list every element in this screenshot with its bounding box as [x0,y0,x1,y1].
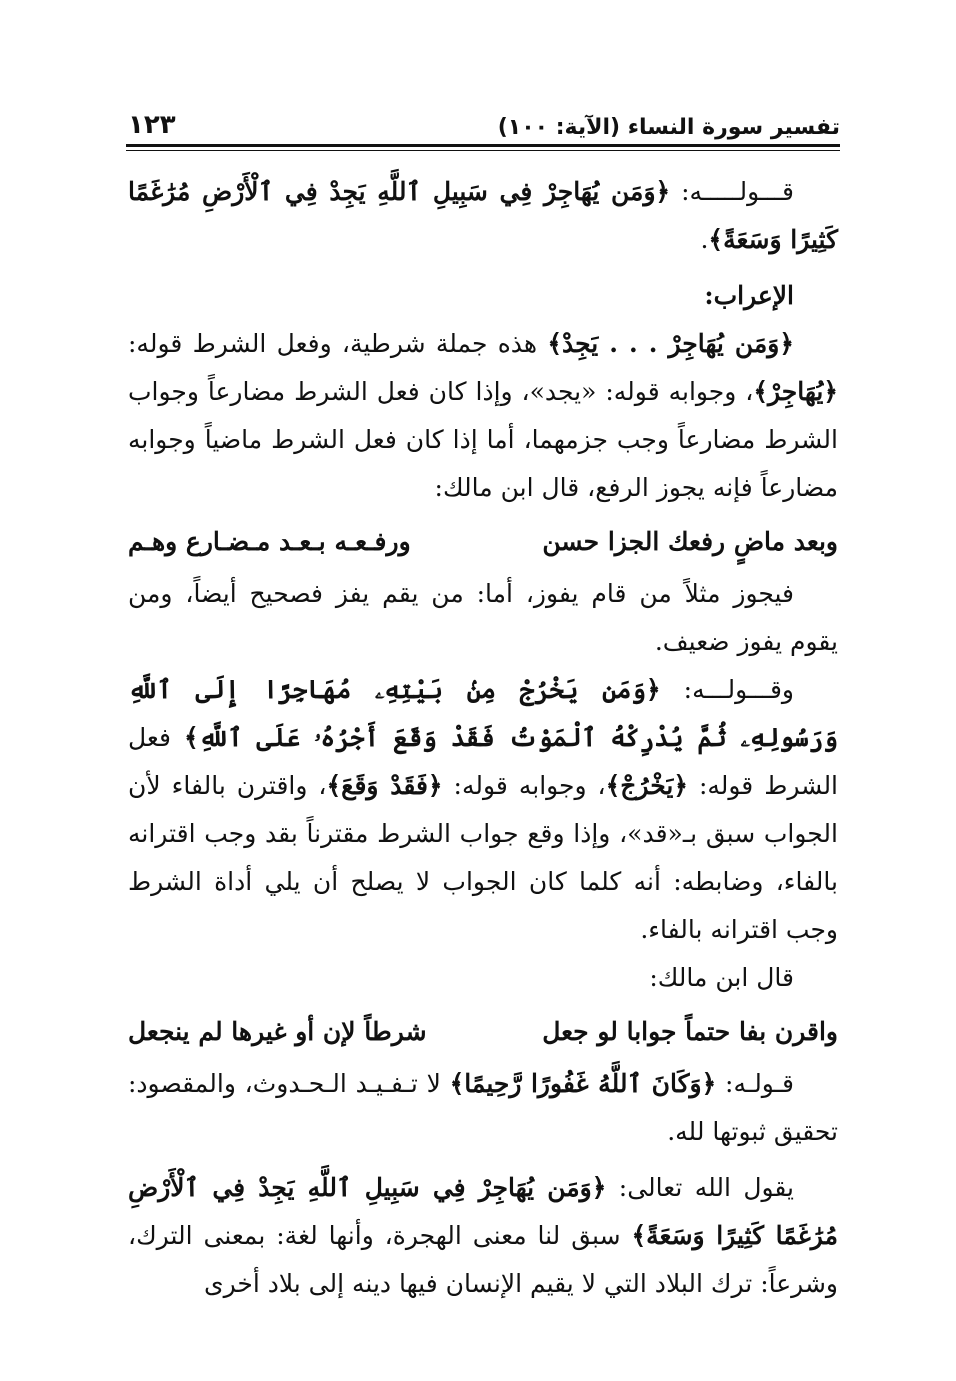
text-segment: ، وجوابه قوله: «يجد»، وإذا كان فعل الشرط مضارعاً وجواب الشرط مضارعاً وجب جزمهما، أما إذا كان فعل الشرط ماضياً وجوابه مضارعاً فإنه يجوز الرفع، قال ابن مالك: [128,377,838,502]
verse-hemistich: وبعد ماضٍ رفعك الجزا حسن [542,527,838,556]
verse-hemistich: واقرن بفا حتماً جوابا لو جعل [542,1017,838,1046]
quran-quote: ﴿وَمَن يُهَاجِرْ فِي سَبِيلِ ٱللَّهِ يَجِدْ فِي ٱلْأَرْضِ مُرَٰغَمًا كَثِيرًا وَسَعَةً﴾ [128,177,838,254]
poetry-verse [128,1008,838,1056]
text-segment: لا تـفـيـد الـحـدوث، والمقصود: تحقيق ثبوتها لله. [128,1069,838,1146]
text-segment: ، واقترن بالفاء لأن الجواب سبق بـ«قد»، وإذا وقع جواب الشرط مقترناً بقد وجب اقترانه بالفاء، وضابطه: أنه كلما كان الجواب لا يصلح أن يلي أداة الشرط وجب اقترانه بالفاء. [128,771,838,944]
poetry-verse [128,518,838,566]
running-title: تفسير سورة النساء (الآية: ١٠٠) [497,115,840,140]
paragraph-iraab [128,320,838,512]
text-segment: يقول الله تعالى: [606,1173,795,1202]
text-segment: ، وجوابه قوله: [442,771,606,800]
section-heading: الإعراب: [704,281,794,310]
verse-hemistich: ورفـعـه بـعـد مـضـارع وهـم [128,527,411,556]
quran-quote: ﴿وَمَن يَخْرُجْ مِنۢ بَيْتِهِۦ مُهَاجِرًا إِلَى ٱللَّهِ وَرَسُولِهِۦ ثُمَّ يُدْرِكْهُ ٱلْمَوْتُ فَقَدْ وَقَعَ أَجْرُهُۥ عَلَى ٱللَّهِ﴾ [128,675,838,752]
quran-quote: ﴿وَكَانَ ٱللَّهُ غَفُورًا رَّحِيمًا﴾ [449,1069,717,1098]
quran-quote: ﴿وَمَن يُهَاجِرْ فِي سَبِيلِ ٱللَّهِ يَجِدْ فِي ٱلْأَرْضِ مُرَٰغَمًا كَثِيرًا وَسَعَةً﴾ [128,1173,838,1250]
text-segment: وقـــولـــه: [660,675,794,704]
paragraph-tafsir [128,1164,838,1308]
page-number: ١٢٣ [128,110,176,140]
paragraph-verse-citation [128,168,838,264]
verse-hemistich: شرطاً لإن أو غيرها لم ينجعل [128,1017,427,1046]
paragraph-example: فيجوز مثلاً من قام يفوز، أما: من يقم يفز فصحيح أيضاً، ومن يقوم يفوز ضعيف. [128,579,838,656]
text-segment: سبق لنا معنى الهجرة، وأنها لغة: بمعنى الترك، وشرعاً: ترك البلاد التي لا يقيم الإنسان فيها دينه إلى بلاد أخرى [128,1221,838,1298]
header-rule-thick [126,144,840,147]
page-header [128,104,840,140]
paragraph-second-verse [128,666,838,954]
paragraph-citation: قال ابن مالك: [649,963,794,992]
paragraph-third-verse [128,1060,838,1156]
text-segment: قـولـه: [716,1069,795,1098]
text-segment: . [700,225,709,254]
quran-quote: ﴿يَخْرُجْ﴾ [605,771,688,800]
text-segment: فعل الشرط قوله: [128,723,839,800]
quran-quote: ﴿وَمَن يُهَاجِرْ . . . يَجِدْ﴾ [547,329,794,358]
header-rule-thin [126,150,840,151]
page-body [128,168,838,1308]
quran-quote: ﴿فَقَدْ وَقَعَ﴾ [326,771,443,800]
quran-quote: ﴿يُهَاجِرْ﴾ [753,377,838,406]
text-segment: قـــولـــــه: [670,177,794,206]
text-segment: هذه جملة شرطية، وفعل الشرط قوله: [128,329,548,358]
spacer [128,1156,838,1164]
